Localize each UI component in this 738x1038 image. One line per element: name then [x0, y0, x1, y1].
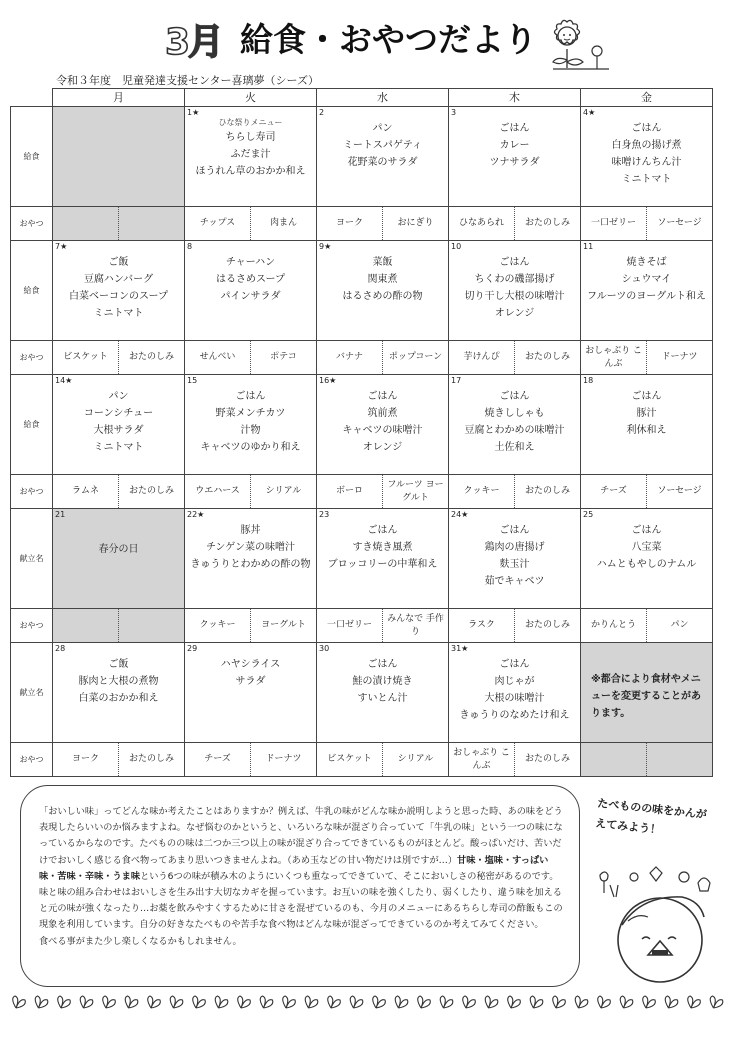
- sprout-icon: [418, 996, 431, 1008]
- row-label: おやつ: [11, 743, 53, 777]
- snack-cell: [53, 609, 185, 643]
- menu-item: 麩玉汁: [499, 559, 530, 570]
- menu-item: ミニトマト: [621, 174, 672, 185]
- snack-item: おたのしみ: [514, 475, 580, 508]
- date-number: 4★: [583, 108, 596, 117]
- menu-cell: [581, 509, 713, 609]
- row-label: おやつ: [11, 475, 53, 509]
- menu-item: ご飯: [108, 257, 129, 268]
- menu-item: キャベツの味噌汁: [342, 425, 423, 436]
- date-number: 15: [187, 376, 198, 385]
- snack-item: ビスケット: [63, 352, 108, 362]
- sprout-icon: [553, 996, 566, 1008]
- menu-cell: [185, 107, 317, 207]
- menu-item: チンゲン菜の味噌汁: [205, 542, 296, 553]
- snack-item: ラムネ: [72, 486, 99, 496]
- header-corner: [11, 89, 53, 107]
- subtitle: 令和３年度 児童発達支援センター喜璃夢（シーズ）: [56, 74, 320, 87]
- sprout-icon: [238, 996, 251, 1008]
- menu-item: 白身魚の揚げ煮: [611, 140, 682, 151]
- menu-cell: [317, 375, 449, 475]
- snack-item: みんなで 手作り: [382, 609, 448, 642]
- header: [0, 0, 738, 88]
- menu-item: 豚丼: [240, 525, 261, 536]
- date-number: 17: [451, 376, 462, 385]
- snack-cell: [581, 207, 713, 241]
- menu-cell: [317, 241, 449, 341]
- menu-cell: [185, 241, 317, 341]
- snack-item: フルーツ ヨーグルト: [382, 475, 448, 508]
- day-header: 木: [449, 89, 581, 107]
- sprout-icon: [373, 996, 386, 1008]
- snack-cell: [185, 341, 317, 375]
- menu-item: 白菜ベーコンのスープ: [69, 291, 168, 302]
- menu-cell: [185, 643, 317, 743]
- snack-row: [11, 609, 713, 643]
- snack-row: [11, 475, 713, 509]
- snack-item: ボーロ: [335, 486, 363, 496]
- snack-item: クッキー: [463, 486, 500, 496]
- menu-item: ミニトマト: [93, 308, 144, 319]
- snack-cell: [449, 341, 581, 375]
- snack-item: シリアル: [382, 743, 448, 776]
- flower-illustration-icon: [545, 16, 615, 76]
- menu-item: 味噌けんちん汁: [611, 157, 682, 168]
- snack-item: ヨーク: [71, 754, 99, 764]
- snack-cell: [317, 609, 449, 643]
- date-number: 21: [55, 510, 66, 519]
- snack-cell: [449, 207, 581, 241]
- menu-item: キャベツのゆかり和え: [200, 442, 301, 453]
- menu-item: 利休和え: [626, 425, 667, 436]
- menu-item: ツナサラダ: [489, 157, 540, 168]
- menu-cell: [185, 375, 317, 475]
- menu-item: はるさめの酢の物: [342, 291, 423, 302]
- snack-item: 一口ゼリー: [326, 620, 372, 630]
- menu-item: 菜飯: [372, 257, 393, 268]
- date-number: 24★: [451, 510, 469, 519]
- menu-item: ごはん: [499, 659, 530, 670]
- sprout-icon: [148, 996, 161, 1008]
- menu-item: ごはん: [499, 257, 530, 268]
- essay-paragraph-2: という6つの味が積み木のようにいくつも重なってできていて、そこにおいしさの秘密があるのです。味と味の組み合わせはおいしさを生み出す大切なカギを握っています。お互いの味を強くしたり、弱くしたり、違う味を加えると元の味が強くなったり…お薬を飲みやすくするために甘さを混ぜているのも、今月のメニューにあるちらし寿司の酢飯もこの現象を利用しています。自分の好きなたべものや苦手な食べ物はどんな味が混ざってできているのか考えてみてください。: [39, 870, 563, 931]
- menu-item: 大根の味噌汁: [484, 693, 545, 704]
- menu-item: ごはん: [367, 659, 398, 670]
- sprout-icon: [215, 996, 228, 1008]
- meal-row: [11, 107, 713, 207]
- sprout-icon: [440, 996, 453, 1008]
- snack-cell: [581, 341, 713, 375]
- menu-cell: [581, 107, 713, 207]
- snack-item: ドーナツ: [250, 743, 316, 776]
- snack-item: クッキー: [199, 620, 236, 630]
- menu-item: ごはん: [367, 391, 398, 402]
- date-number: 30: [319, 644, 330, 653]
- snack-item: パン: [646, 609, 712, 642]
- snack-item: おたのしみ: [514, 609, 580, 642]
- snack-item: ヨーグルト: [250, 609, 316, 642]
- snack-cell: [53, 475, 185, 509]
- hina-menu-label: ひな祭りメニュー: [218, 118, 283, 127]
- sprout-icon: [530, 996, 543, 1008]
- sprout-icon: [665, 996, 678, 1008]
- row-label: 給食: [11, 375, 53, 475]
- date-number: 14★: [55, 376, 73, 385]
- menu-cell: [449, 509, 581, 609]
- sprout-icon: [170, 996, 183, 1008]
- menu-item: パン: [108, 391, 129, 402]
- snack-item: [118, 609, 184, 642]
- menu-item: 八宝菜: [631, 542, 662, 553]
- sprout-icon: [103, 996, 116, 1008]
- snack-item: [53, 609, 118, 642]
- menu-cell: [449, 643, 581, 743]
- row-label: 献立名: [11, 643, 53, 743]
- sprout-icon: [305, 996, 318, 1008]
- day-header: 月: [53, 89, 185, 107]
- date-number: 18: [583, 376, 594, 385]
- day-header: 金: [581, 89, 713, 107]
- decorative-sprout-border: [10, 994, 728, 1012]
- row-label: 給食: [11, 241, 53, 341]
- snack-cell: [185, 207, 317, 241]
- snack-row: [11, 207, 713, 241]
- sprout-icon: [508, 996, 521, 1008]
- date-number: 11: [583, 242, 594, 251]
- snack-item: シリアル: [250, 475, 316, 508]
- menu-item: 野菜メンチカツ: [215, 408, 286, 419]
- date-number: 25: [583, 510, 594, 519]
- date-number: 9★: [319, 242, 332, 251]
- date-number: 16★: [319, 376, 337, 385]
- snack-cell: [53, 743, 185, 777]
- menu-item: パインサラダ: [220, 291, 281, 302]
- menu-cell: [53, 241, 185, 341]
- date-number: 7★: [55, 242, 68, 251]
- side-message: たべものの味をかんがえてみよう！: [594, 796, 708, 837]
- menu-item: ごはん: [631, 123, 662, 134]
- menu-item: 土佐和え: [494, 442, 535, 453]
- menu-item: 茹でキャベツ: [484, 576, 545, 587]
- date-number: 8: [187, 242, 193, 251]
- snack-item: ウエハース: [195, 486, 240, 496]
- snack-cell: [317, 475, 449, 509]
- menu-item: ミニトマト: [93, 442, 144, 453]
- snack-item: [118, 207, 184, 240]
- meal-row: [11, 241, 713, 341]
- menu-item: コーンシチュー: [83, 408, 154, 419]
- menu-item: ごはん: [499, 525, 530, 536]
- sprout-icon: [643, 996, 656, 1008]
- menu-item: ごはん: [499, 391, 530, 402]
- date-number: 2: [319, 108, 325, 117]
- snack-item: 肉まん: [250, 207, 316, 240]
- menu-cell: [449, 375, 581, 475]
- snack-item: ひなあられ: [458, 218, 504, 228]
- snack-row: [11, 743, 713, 777]
- menu-item: ごはん: [631, 391, 662, 402]
- menu-item: オレンジ: [362, 442, 403, 453]
- snack-cell: [449, 475, 581, 509]
- date-number: 10: [451, 242, 462, 251]
- menu-table: [10, 88, 713, 777]
- snack-item: ラスク: [468, 620, 495, 630]
- sprout-icon: [485, 996, 498, 1008]
- menu-item: 汁物: [240, 425, 261, 436]
- holiday-label: 春分の日: [98, 544, 139, 555]
- sprout-icon: [193, 996, 206, 1008]
- menu-item: 花野菜のサラダ: [347, 157, 418, 168]
- menu-cell: [581, 643, 713, 743]
- snack-item: [581, 743, 646, 776]
- sprout-icon: [710, 996, 723, 1008]
- menu-item: 豆腐とわかめの味噌汁: [464, 425, 565, 436]
- menu-item: すき焼き風煮: [352, 542, 413, 553]
- snack-cell: [449, 743, 581, 777]
- sprout-icon: [260, 996, 273, 1008]
- menu-item: 焼きししゃも: [484, 408, 545, 419]
- menu-item: ごはん: [367, 525, 398, 536]
- menu-item: はるさめスープ: [216, 274, 285, 285]
- day-header: 火: [185, 89, 317, 107]
- menu-item: ミートスパゲティ: [342, 140, 423, 151]
- date-number: 29: [187, 644, 198, 653]
- menu-item: フルーツのヨーグルト和え: [587, 291, 706, 302]
- row-label: 給食: [11, 107, 53, 207]
- sprout-icon: [125, 996, 138, 1008]
- snack-item: 一口ゼリー: [590, 218, 636, 228]
- menu-item: 切り干し大根の味噌汁: [464, 291, 565, 302]
- sprout-icon: [283, 996, 296, 1008]
- snack-item: チーズ: [204, 754, 231, 764]
- menu-cell: [53, 643, 185, 743]
- menu-item: 大根サラダ: [93, 425, 144, 436]
- notice-text: ※都合により食材やメニューを変更することがあります。: [591, 674, 701, 719]
- snack-item: おたのしみ: [514, 207, 580, 240]
- menu-item: ごはん: [235, 391, 266, 402]
- row-label: おやつ: [11, 207, 53, 241]
- menu-cell: [53, 375, 185, 475]
- title-month: 3月: [165, 22, 223, 63]
- meal-row: [11, 509, 713, 609]
- snack-item: [53, 207, 118, 240]
- menu-item: ほうれん草のおかか和え: [195, 166, 306, 177]
- menu-item: ハムともやしのナムル: [596, 559, 697, 570]
- menu-item: 豚汁: [636, 408, 657, 419]
- menu-item: カレー: [499, 140, 530, 151]
- snack-cell: [581, 475, 713, 509]
- date-number: 31★: [451, 644, 469, 653]
- menu-cell: [53, 509, 185, 609]
- meal-row: [11, 375, 713, 475]
- snack-item: おたのしみ: [514, 341, 580, 374]
- snack-item: ソーセージ: [646, 207, 712, 240]
- sprout-icon: [13, 996, 26, 1008]
- snack-cell: [317, 207, 449, 241]
- row-label: おやつ: [11, 341, 53, 375]
- snack-item: チップス: [199, 218, 236, 228]
- menu-cell: [317, 643, 449, 743]
- snack-cell: [317, 743, 449, 777]
- sprout-icon: [575, 996, 588, 1008]
- menu-item: 鶏肉の唐揚げ: [484, 542, 545, 553]
- snack-item: ソーセージ: [646, 475, 712, 508]
- sprout-icon: [620, 996, 633, 1008]
- snack-item: おにぎり: [382, 207, 448, 240]
- snack-item: おたのしみ: [118, 341, 184, 374]
- menu-item: きゅうりとわかめの酢の物: [190, 559, 311, 570]
- menu-item: 筑前煮: [367, 408, 398, 419]
- snack-item: おたのしみ: [118, 475, 184, 508]
- essay-paragraph-1: 「おいしい味」ってどんな味か考えたことはありますか？例えば、牛乳の味がどんな味か説明しようと思った時、あの味をどう表現したらいいのか悩みますよね。なぜ悩むのかというと、いろいろな味が混ざり合っていて「牛乳の味」という一つの味になっているからなのです。たべものの味は二つか三つ以上の味が混ざり合ってできているものがほとんど。酸っぱいだけ、苦いだけでおいしく感じる食べ物ってあまり思いつきませんよね。（あめ玉などの甘い物だけは別ですが…）: [39, 806, 563, 866]
- sprout-icon: [688, 996, 701, 1008]
- date-number: 28: [55, 644, 66, 653]
- snack-item: かりんとう: [590, 620, 636, 630]
- snack-item: おしゃぶり こんぶ: [585, 345, 642, 369]
- sprout-icon: [598, 996, 611, 1008]
- snack-item: おたのしみ: [118, 743, 184, 776]
- sprout-icon: [328, 996, 341, 1008]
- snack-item: せんべい: [199, 352, 236, 362]
- snack-item: ドーナツ: [646, 341, 712, 374]
- menu-item: オレンジ: [494, 308, 535, 319]
- menu-cell: [53, 107, 185, 207]
- menu-item: 豚肉と大根の煮物: [78, 676, 159, 687]
- menu-item: 焼きそば: [626, 257, 667, 268]
- taste-essay: [20, 785, 580, 987]
- meal-row: [11, 643, 713, 743]
- snack-item: 芋けんぴ: [463, 352, 500, 362]
- sprout-icon: [463, 996, 476, 1008]
- menu-item: ごはん: [631, 525, 662, 536]
- menu-cell: [317, 107, 449, 207]
- date-number: 23: [319, 510, 330, 519]
- snack-item: ビスケット: [327, 754, 372, 764]
- menu-item: 豆腐ハンバーグ: [83, 274, 154, 285]
- snack-item: おしゃぶり こんぶ: [453, 747, 510, 771]
- sprout-icon: [35, 996, 48, 1008]
- date-number: 22★: [187, 510, 205, 519]
- menu-item: チャーハン: [225, 257, 276, 268]
- sprout-icon: [58, 996, 71, 1008]
- menu-item: ふだま汁: [230, 149, 271, 160]
- snack-cell: [53, 341, 185, 375]
- menu-item: ブロッコリーの中華和え: [327, 559, 438, 570]
- menu-cell: [185, 509, 317, 609]
- snack-item: ヨーク: [335, 218, 363, 228]
- menu-cell: [581, 241, 713, 341]
- menu-item: シュウマイ: [621, 274, 672, 285]
- snack-cell: [449, 609, 581, 643]
- snack-cell: [581, 743, 713, 777]
- snack-row: [11, 341, 713, 375]
- menu-item: サラダ: [235, 676, 266, 687]
- menu-item: きゅうりのなめたけ和え: [459, 710, 570, 721]
- menu-item: すいとん汁: [357, 693, 408, 704]
- menu-cell: [317, 509, 449, 609]
- snack-item: おたのしみ: [514, 743, 580, 776]
- snack-item: ポテコ: [250, 341, 316, 374]
- sprout-icon: [395, 996, 408, 1008]
- menu-item: 関東煮: [367, 274, 398, 285]
- day-header: 水: [317, 89, 449, 107]
- snack-item: バナナ: [335, 352, 363, 362]
- snack-item: [646, 743, 712, 776]
- snack-cell: [53, 207, 185, 241]
- essay-paragraph-3: 食べる事がまた少し楽しくなるかもしれません。: [39, 935, 242, 947]
- child-eating-onigiri-icon: [590, 855, 720, 985]
- snack-cell: [185, 743, 317, 777]
- row-label: 献立名: [11, 509, 53, 609]
- menu-cell: [581, 375, 713, 475]
- menu-item: 鮭の漬け焼き: [352, 676, 413, 687]
- menu-item: パン: [372, 123, 393, 134]
- essay-tastes: 甘味・塩味・すっぱい味・苦味・辛味・うま味: [39, 854, 549, 882]
- menu-item: ハヤシライス: [220, 659, 281, 670]
- snack-cell: [581, 609, 713, 643]
- menu-item: 白菜のおかか和え: [78, 693, 159, 704]
- page-title: 給食・おやつだより: [240, 20, 537, 59]
- menu-item: ちくわの磯部揚げ: [474, 274, 555, 285]
- snack-cell: [317, 341, 449, 375]
- day-header-row: [11, 89, 713, 107]
- snack-cell: [185, 475, 317, 509]
- snack-item: ポップコーン: [382, 341, 448, 374]
- sprout-icon: [350, 996, 363, 1008]
- sprout-icon: [80, 996, 93, 1008]
- row-label: おやつ: [11, 609, 53, 643]
- menu-cell: [449, 241, 581, 341]
- snack-cell: [185, 609, 317, 643]
- snack-item: チーズ: [600, 486, 627, 496]
- menu-item: ご飯: [108, 659, 129, 670]
- menu-item: ごはん: [499, 123, 530, 134]
- date-number: 3: [451, 108, 457, 117]
- menu-cell: [449, 107, 581, 207]
- menu-item: 肉じゃが: [494, 676, 535, 687]
- menu-item: ちらし寿司: [225, 132, 276, 143]
- date-number: 1★: [187, 108, 200, 117]
